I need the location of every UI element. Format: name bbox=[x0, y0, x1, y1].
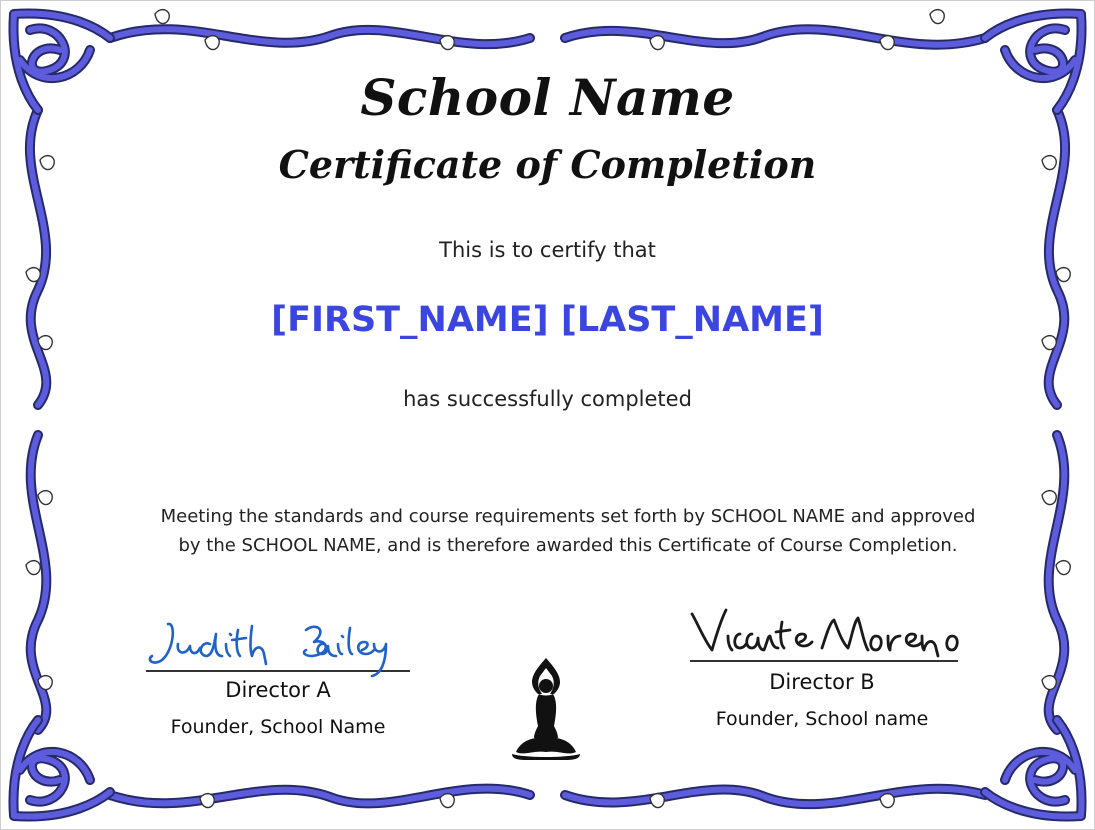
yoga-pose-icon bbox=[506, 654, 586, 764]
border-corner-bottom-left bbox=[13, 720, 110, 817]
director-b-title: Director B bbox=[769, 670, 875, 694]
border-left-edge bbox=[30, 110, 46, 730]
signature-judith-bailey bbox=[118, 610, 438, 670]
director-a-title: Director A bbox=[225, 678, 331, 702]
border-top-edge bbox=[110, 29, 985, 44]
certificate-body-text: Meeting the standards and course requirements set forth by SCHOOL NAME and approved by the SCHOOL NAME, and is therefore awarded this Certificate of Course Completion. bbox=[160, 506, 976, 556]
signature-vicente-moreno bbox=[662, 600, 982, 660]
signature-block-director-b bbox=[662, 600, 982, 730]
certify-text: This is to certify that bbox=[439, 238, 656, 262]
school-name: School Name bbox=[360, 68, 735, 127]
recipient-name: [FIRST_NAME] [LAST_NAME] bbox=[271, 300, 824, 340]
signature-block-director-a bbox=[118, 610, 438, 738]
director-b-subtitle: Founder, School name bbox=[715, 708, 929, 730]
border-corner-bottom-right bbox=[985, 720, 1082, 817]
director-a-subtitle: Founder, School Name bbox=[170, 716, 386, 738]
border-right-edge bbox=[1049, 110, 1065, 730]
certificate-title: Certificate of Completion bbox=[278, 142, 817, 187]
border-bottom-edge bbox=[110, 789, 985, 805]
completed-text: has successfully completed bbox=[403, 387, 692, 411]
